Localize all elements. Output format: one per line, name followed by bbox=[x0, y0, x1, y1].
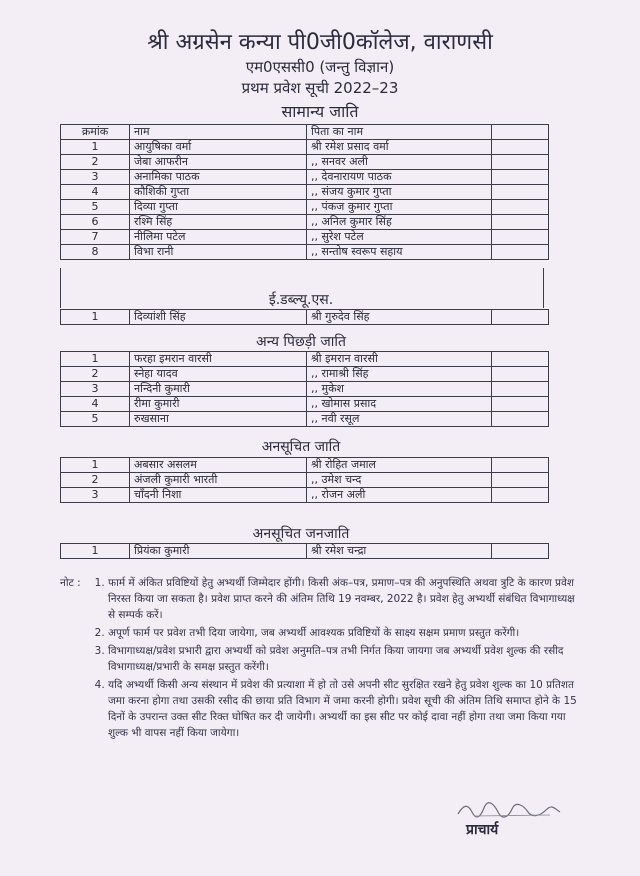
sno-cell: 4 bbox=[61, 397, 130, 412]
blank-cell bbox=[492, 310, 549, 325]
sno-cell: 6 bbox=[61, 215, 130, 230]
note-item: 2. अपूर्ण फार्म पर प्रवेश तभी दिया जायेगा, जब अभ्यर्थी आवश्यक प्रविष्टियों के साक्ष्य सक्षम प्रमाण प्रस्तुत करेंगी। bbox=[108, 625, 580, 641]
general-category-title: सामान्य जाति bbox=[281, 102, 359, 121]
header-father: पिता का नाम bbox=[307, 125, 492, 140]
notes-label: नोट : bbox=[60, 577, 81, 589]
table-row bbox=[61, 397, 549, 412]
name-cell: प्रियंका कुमारी bbox=[130, 544, 307, 559]
notes-section bbox=[60, 575, 580, 743]
name-cell: विभा रानी bbox=[130, 245, 307, 260]
signature-scribble bbox=[454, 800, 564, 822]
table-row bbox=[61, 473, 549, 488]
table-row bbox=[61, 155, 549, 170]
father-cell: ,, नवी रसूल bbox=[307, 412, 492, 427]
table-row bbox=[61, 544, 549, 559]
blank-cell bbox=[492, 140, 549, 155]
name-cell: दिव्यांशी सिंह bbox=[130, 310, 307, 325]
name-cell: आयुषिका वर्मा bbox=[130, 140, 307, 155]
st-category-title: अनसूचित जनजाति bbox=[252, 526, 350, 542]
general-category-table bbox=[60, 124, 549, 260]
header-sno: क्रमांक bbox=[61, 125, 130, 140]
father-cell: श्री गुरुदेव सिंह bbox=[307, 310, 492, 325]
obc-category-title: अन्य पिछड़ी जाति bbox=[256, 334, 346, 350]
ews-category-table bbox=[60, 309, 549, 325]
name-cell: नीलिमा पटेल bbox=[130, 230, 307, 245]
course-name: एम0एससी0 (जन्तु विज्ञान) bbox=[245, 58, 395, 76]
blank-cell bbox=[492, 170, 549, 185]
father-cell: ,, सन्तोष स्वरूप सहाय bbox=[307, 245, 492, 260]
table-row bbox=[61, 185, 549, 200]
table-row bbox=[61, 170, 549, 185]
father-cell: ,, खोमास प्रसाद bbox=[307, 397, 492, 412]
table-row bbox=[61, 245, 549, 260]
note-item: 3. विभागाध्यक्ष/प्रवेश प्रभारी द्वारा अभ्यर्थी को प्रवेश अनुमति–पत्र तभी निर्गत किया जायगा जब अभ्यर्थी प्रवेश शुल्क की रसीद विभागाध्यक्ष/प्रभारी के समक्ष प्रस्तुत करेंगी। bbox=[108, 643, 580, 675]
name-cell: नन्दिनी कुमारी bbox=[130, 382, 307, 397]
note-item: 4. यदि अभ्यर्थी किसी अन्य संस्थान में प्रवेश की प्रत्याशा में हो तो उसे अपनी सीट सुरक्षित रखने हेतु प्रवेश शुल्क का 10 प्रतिशत जमा करना होगा तथा उसकी रसीद की छाया प्रति विभाग में जमा करनी होगी। प्रवेश सूची की अंतिम तिथि समाप्त होने के 15 दिनों के उपरान्त उक्त सीट रिक्त घोषित कर दी जायेगी। अभ्यर्थी का इस सीट पर कोई दावा नहीं होगा तथा जमा किया गया शुल्क भी वापस नहीं किया जायेगा। bbox=[108, 677, 580, 741]
principal-title: प्राचार्य bbox=[466, 822, 499, 838]
name-cell: अबसार असलम bbox=[130, 458, 307, 473]
blank-cell bbox=[492, 382, 549, 397]
father-cell: ,, संजय कुमार गुप्ता bbox=[307, 185, 492, 200]
blank-cell bbox=[492, 412, 549, 427]
blank-cell bbox=[492, 245, 549, 260]
father-cell: ,, सुरेश पटेल bbox=[307, 230, 492, 245]
name-cell: रीमा कुमारी bbox=[130, 397, 307, 412]
list-title: प्रथम प्रवेश सूची 2022–23 bbox=[241, 79, 399, 97]
father-cell: श्री रोहित जमाल bbox=[307, 458, 492, 473]
sno-cell: 1 bbox=[61, 140, 130, 155]
sno-cell: 5 bbox=[61, 412, 130, 427]
header-name: नाम bbox=[130, 125, 307, 140]
table-row bbox=[61, 367, 549, 382]
sno-cell: 1 bbox=[61, 544, 130, 559]
father-cell: ,, अनिल कुमार सिंह bbox=[307, 215, 492, 230]
father-cell: श्री रमेश प्रसाद वर्मा bbox=[307, 140, 492, 155]
name-cell: रुखसाना bbox=[130, 412, 307, 427]
table-row bbox=[61, 382, 549, 397]
blank-cell bbox=[492, 367, 549, 382]
table-row bbox=[61, 488, 549, 503]
sno-cell: 8 bbox=[61, 245, 130, 260]
table-row bbox=[61, 458, 549, 473]
sno-cell: 2 bbox=[61, 473, 130, 488]
name-cell: अंजली कुमारी भारती bbox=[130, 473, 307, 488]
name-cell: अनामिका पाठक bbox=[130, 170, 307, 185]
table-row bbox=[61, 230, 549, 245]
blank-cell bbox=[492, 185, 549, 200]
note-item: 1. फार्म में अंकित प्रविष्टियों हेतु अभ्यर्थी जिम्मेदार होंगी। किसी अंक–पत्र, प्रमाण–पत्र की अनुपस्थिति अथवा त्रुटि के कारण प्रवेश निरस्त किया जा सकता है। प्रवेश प्राप्त करने की अंतिम तिथि 19 नवम्बर, 2022 है। प्रवेश हेतु अभ्यर्थी संबंधित विभागाध्यक्ष से सम्पर्क करें। bbox=[108, 575, 580, 623]
name-cell: कौशिकी गुप्ता bbox=[130, 185, 307, 200]
sno-cell: 4 bbox=[61, 185, 130, 200]
sc-category-table bbox=[60, 457, 549, 503]
father-cell: ,, रोजन अली bbox=[307, 488, 492, 503]
st-category-table bbox=[60, 543, 549, 559]
sno-cell: 1 bbox=[61, 310, 130, 325]
name-cell: फरहा इमरान वारसी bbox=[130, 352, 307, 367]
table-row bbox=[61, 412, 549, 427]
sno-cell: 2 bbox=[61, 367, 130, 382]
name-cell: चाँदनी निशा bbox=[130, 488, 307, 503]
father-cell: श्री रमेश चन्द्रा bbox=[307, 544, 492, 559]
name-cell: दिव्या गुप्ता bbox=[130, 200, 307, 215]
header-blank bbox=[492, 125, 549, 140]
name-cell: रश्मि सिंह bbox=[130, 215, 307, 230]
blank-cell bbox=[492, 352, 549, 367]
table-row bbox=[61, 200, 549, 215]
college-name: श्री अग्रसेन कन्या पी0जी0कॉलेज, वाराणसी bbox=[147, 30, 493, 55]
sno-cell: 1 bbox=[61, 458, 130, 473]
father-cell: ,, देवनारायण पाठक bbox=[307, 170, 492, 185]
blank-cell bbox=[492, 230, 549, 245]
father-cell: ,, उमेश चन्द bbox=[307, 473, 492, 488]
father-cell: ,, रामाश्री सिंह bbox=[307, 367, 492, 382]
sno-cell: 3 bbox=[61, 170, 130, 185]
father-cell: ,, पंकज कुमार गुप्ता bbox=[307, 200, 492, 215]
table-row bbox=[61, 215, 549, 230]
notes-list bbox=[60, 575, 580, 741]
ews-category-title: ई.डब्ल्यू.एस. bbox=[268, 292, 334, 308]
sno-cell: 3 bbox=[61, 382, 130, 397]
table-row bbox=[61, 352, 549, 367]
sno-cell: 5 bbox=[61, 200, 130, 215]
blank-cell bbox=[492, 488, 549, 503]
sno-cell: 3 bbox=[61, 488, 130, 503]
father-cell: ,, सनवर अली bbox=[307, 155, 492, 170]
table-row bbox=[61, 310, 549, 325]
blank-cell bbox=[492, 458, 549, 473]
blank-cell bbox=[492, 473, 549, 488]
father-cell: श्री इमरान वारसी bbox=[307, 352, 492, 367]
blank-cell bbox=[492, 200, 549, 215]
sc-category-title: अनसूचित जाति bbox=[261, 439, 341, 455]
sno-cell: 2 bbox=[61, 155, 130, 170]
name-cell: स्नेहा यादव bbox=[130, 367, 307, 382]
table-row bbox=[61, 140, 549, 155]
table-header-row bbox=[61, 125, 549, 140]
sno-cell: 1 bbox=[61, 352, 130, 367]
blank-cell bbox=[492, 397, 549, 412]
blank-cell bbox=[492, 544, 549, 559]
obc-category-table bbox=[60, 351, 549, 427]
blank-cell bbox=[492, 155, 549, 170]
father-cell: ,, मुकेश bbox=[307, 382, 492, 397]
blank-cell bbox=[492, 215, 549, 230]
sno-cell: 7 bbox=[61, 230, 130, 245]
name-cell: जेबा आफरीन bbox=[130, 155, 307, 170]
